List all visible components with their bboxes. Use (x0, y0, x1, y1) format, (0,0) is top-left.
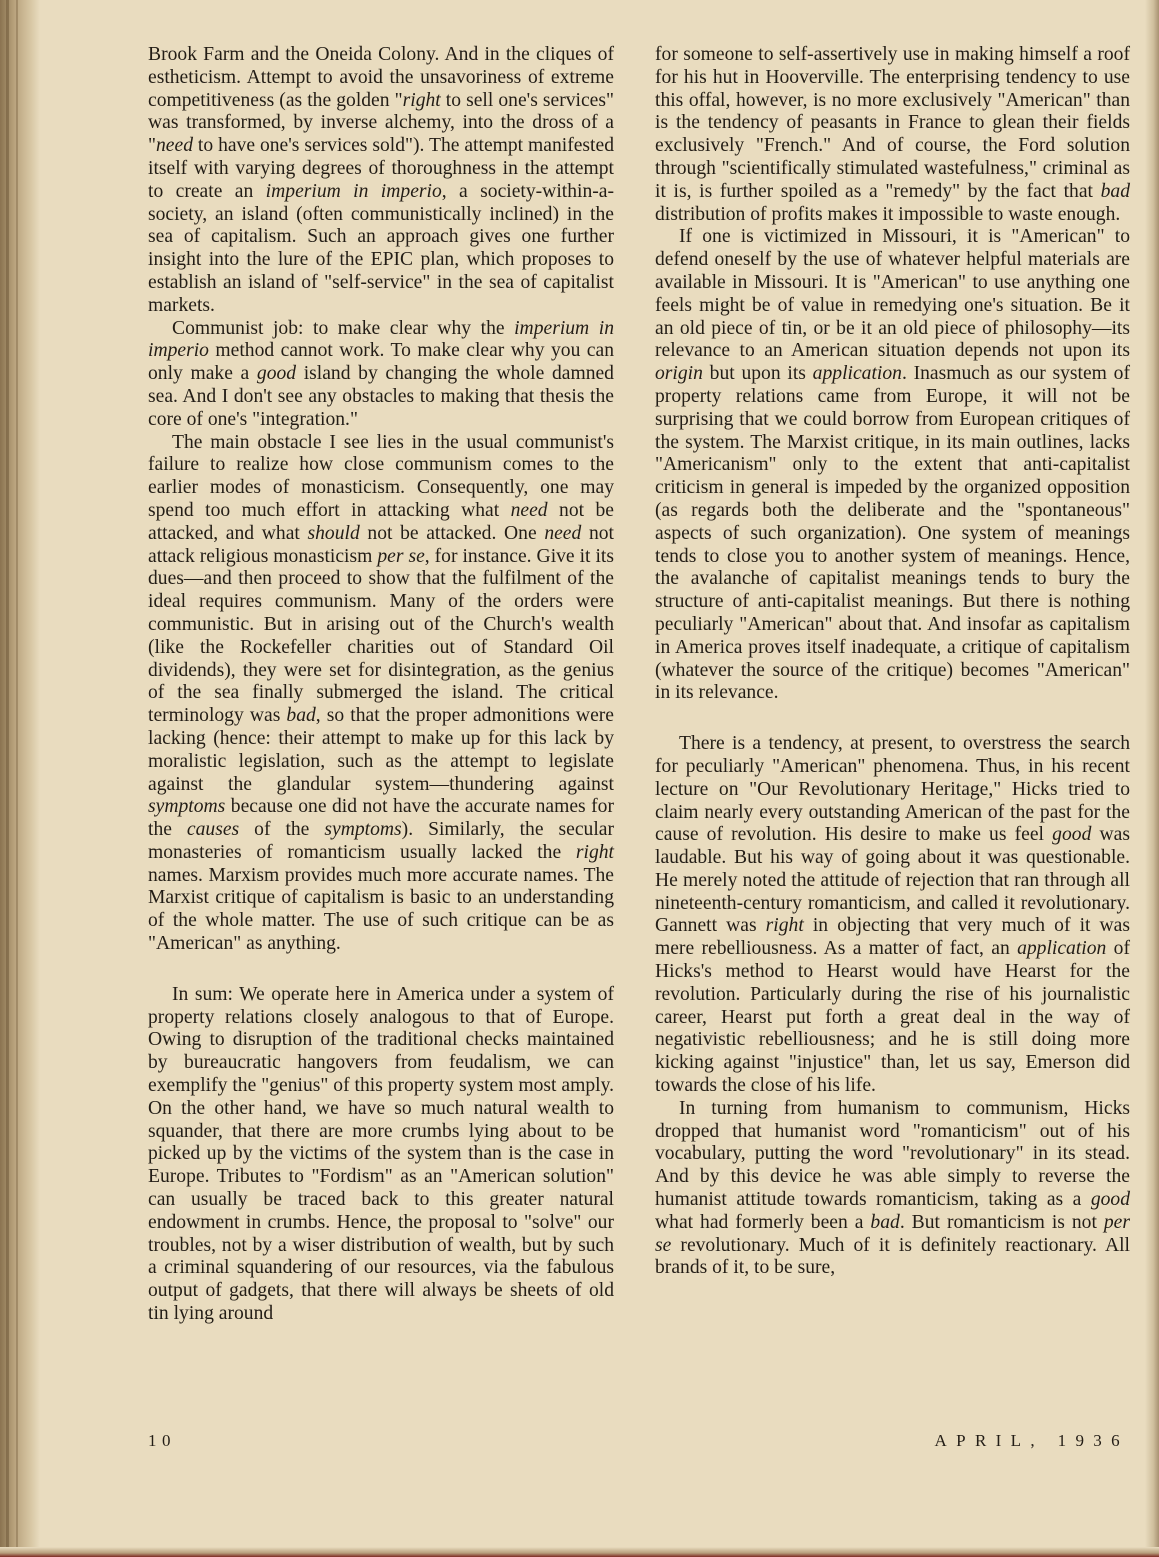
paragraph: Communist job: to make clear why the imperium in imperio method cannot work. To make clear why you can only make a good island by changing the whole damned sea. And I don't see any obstacles to making that thesis the core of one's "integration." (148, 317, 614, 430)
paragraph: In sum: We operate here in America under a system of property relations closely analogous to that of Europe. Owing to disruption of the traditional checks maintained by bureaucratic hangovers from feudalism, we can exemplify the "genius" of this property system most amply. On the other hand, we have so much natural wealth to squander, that there are more crumbs lying about to be picked up by the victims of the system than is the case in Europe. Tributes to "Fordism" as an "American solution" can usually be traced back to this greater natural endowment in crumbs. Hence, the proposal to "solve" our troubles, not by a wiser distribution of wealth, but by such a criminal squandering of our resources, via the fabulous output of gadgets, that there will always be sheets of old tin lying around (148, 983, 614, 1325)
binding-edge (0, 0, 40, 1557)
paragraph: for someone to self-assertively use in making himself a roof for his hut in Hooverville. The enterprising tendency to use this offal, however, is no more exclusively "American" than is the tendency of peasants in France to glean their fields exclusively "French." And of course, the Ford solution through "scientifically stimulated wastefulness," criminal as it is, is further spoiled as a "remedy" by the fact that bad distribution of profits makes it impossible to waste enough. (655, 44, 1130, 225)
paragraph: Brook Farm and the Oneida Colony. And in the cliques of estheticism. Attempt to avoid the unsavoriness of extreme competitiveness (as the golden "right to sell one's services" was transformed, by inverse alchemy, into the dross of a "need to have one's services sold"). The attempt manifested itself with varying degrees of thoroughness in the attempt to create an imperium in imperio, a society-within-a-society, an island (often communistically inclined) in the sea of capitalism. Such an approach gives one further insight into the lure of the EPIC plan, which proposes to establish an island of "self-service" in the sea of capitalist markets. (148, 44, 614, 316)
binding-stripe (6, 0, 9, 1557)
paragraph: If one is victimized in Missouri, it is "American" to defend oneself by the use of whatever helpful materials are available in Missouri. It is "American" to use anything one feels might be of value in remedying one's situation. Be it an old piece of tin, or be it an old piece of philosophy—its relevance to an American situation depends not upon its origin but upon its application. Inasmuch as our system of property relations came from Europe, it will not be surprising that we could borrow from European critiques of the system. The Marxist critique, in its main outlines, lacks "Americanism" only to the extent that anti-capitalist criticism in general is impeded by the organized opposition (as regards both the deliberate and the "spontaneous" aspects of such organization). One system of meanings tends to close you to another system of meanings. Hence, the avalanche of capitalist meanings tends to bury the structure of anti-capitalist meanings. But there is nothing peculiarly "American" about that. And insofar as capitalism in America proves itself inadequate, a critique of capitalism (whatever the source of the critique) becomes "American" in its relevance. (655, 226, 1130, 704)
paragraph: There is a tendency, at present, to overstress the search for peculiarly "American" phenomena. Thus, in his recent lecture on "Our Revolutionary Heritage," Hicks tried to claim nearly every outstanding American of the past for the cause of revolution. His desire to make us feel good was laudable. But his way of going about it was questionable. He merely noted the attitude of rejection that ran through all nineteenth-century romanticism, and called it revolutionary. Gannett was right in objecting that very much of it was mere rebelliousness. As a matter of fact, an application of Hicks's method to Hearst would have Hearst for the revolution. Particularly during the rise of his journalistic career, Hearst put forth a great deal in the way of negativistic rebelliousness; and he is still doing more kicking against "injustice" than, let us say, Emerson did towards the close of his life. (655, 733, 1131, 1097)
binding-stripe (16, 0, 18, 1557)
paragraph: The main obstacle I see lies in the usual communist's failure to realize how close communism comes to the earlier modes of monasticism. Consequently, one may spend too much effort in attacking what need not be attacked, and what should not be attacked. One need not attack religious monasticism per se, for instance. Give it its dues—and then proceed to show that the fulfilment of the ideal requires communism. Many of the orders were communistic. But in arising out of the Church's wealth (like the Rockefeller charities out of Standard Oil dividends), they were set for disintegration, as the genius of the sea finally submerged the island. The critical terminology was bad, so that the proper admonitions were lacking (hence: their attempt to make up for this lack by moralistic legislation, such as the attempt to legislate against the glandular system—thundering against symptoms because one did not have the accurate names for the causes of the symptoms). Similarly, the secular monasteries of romanticism usually lacked the right names. Marxism provides much more accurate names. The Marxist critique of capitalism is basic to an understanding of the whole matter. The use of such critique can be as "American" as anything. (148, 431, 615, 955)
page-number: 10 (148, 1431, 176, 1450)
left-column (148, 44, 614, 1326)
right-column (655, 44, 1130, 1280)
paragraph: In turning from humanism to communism, Hicks dropped that humanist word "romanticism" out of his vocabulary, putting the word "revolutionary" in its stead. And by this device he was able simply to reverse the humanist attitude towards romanticism, taking as a good what had formerly been a bad. But romanticism is not per se revolutionary. Much of it is definitely reactionary. All brands of it, to be sure, (655, 1097, 1130, 1279)
page-edge-right (1145, 0, 1159, 1557)
issue-date: APRIL, 1936 (934, 1431, 1129, 1450)
page-edge-bottom (0, 1547, 1159, 1557)
